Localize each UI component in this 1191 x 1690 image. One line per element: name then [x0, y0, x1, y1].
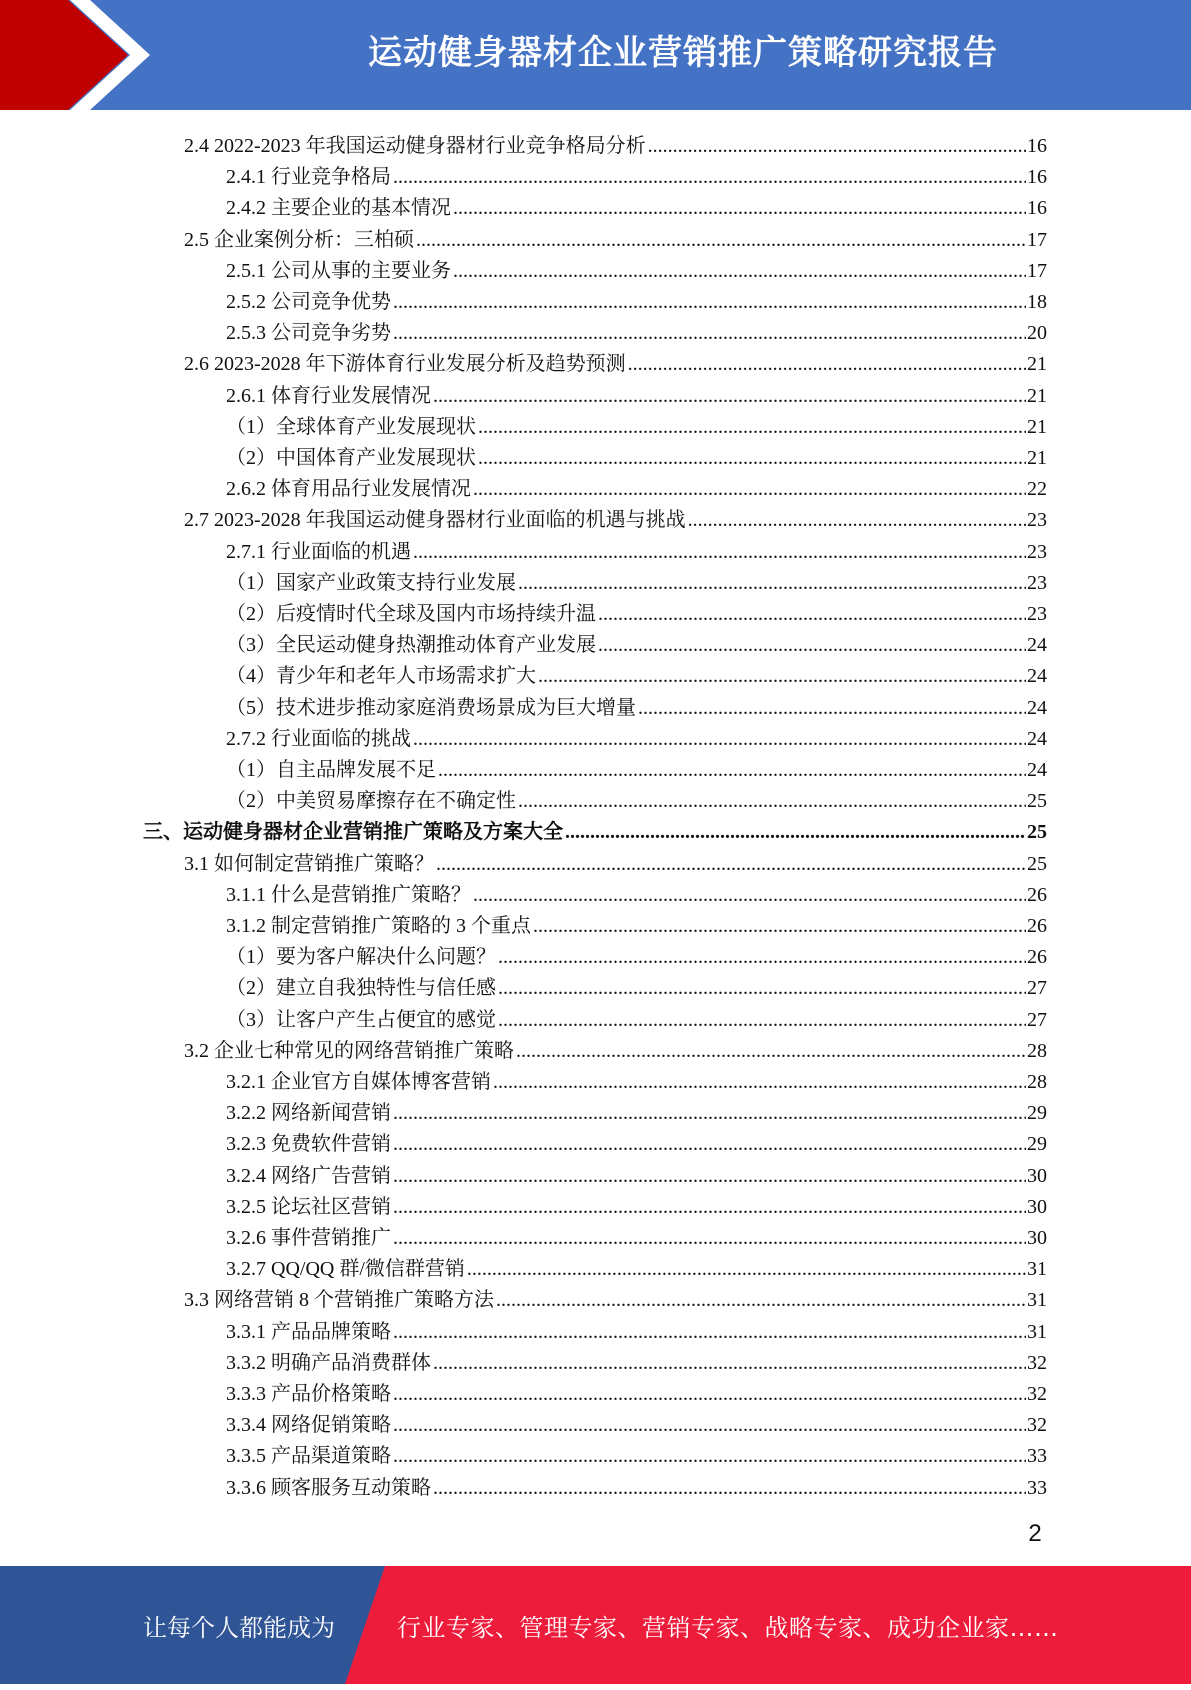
toc-dot-leader [433, 384, 1026, 408]
toc-entry[interactable] [226, 408, 1047, 439]
report-header [0, 0, 1191, 110]
toc-entry-page: 32 [1027, 1383, 1047, 1405]
toc-entry-page: 30 [1027, 1227, 1047, 1249]
toc-entry-title: 3.3 网络营销 8 个营销推广策略方法 [184, 1289, 494, 1312]
toc-dot-leader [393, 1320, 1026, 1344]
toc-entry-page: 24 [1027, 759, 1047, 781]
toc-dot-leader [393, 165, 1026, 189]
toc-entry-title: 2.7.2 行业面临的挑战 [226, 727, 411, 750]
toc-entry-page: 20 [1027, 322, 1047, 345]
toc-dot-leader [436, 852, 1026, 876]
toc-dot-leader [565, 820, 1026, 844]
toc-dot-leader [498, 945, 1026, 969]
toc-entry[interactable] [226, 1406, 1047, 1437]
toc-entry[interactable] [226, 907, 1047, 938]
toc-dot-leader [433, 1351, 1026, 1375]
toc-entry[interactable] [226, 1125, 1047, 1156]
toc-entry[interactable] [226, 782, 1047, 813]
toc-entry-page: 30 [1027, 1164, 1047, 1187]
toc-entry[interactable] [226, 689, 1047, 720]
toc-entry-page: 31 [1027, 1289, 1047, 1312]
toc-entry[interactable] [226, 533, 1047, 564]
toc-dot-leader [438, 758, 1026, 782]
toc-entry-page: 30 [1027, 1195, 1047, 1218]
toc-dot-leader [393, 1444, 1026, 1468]
toc-entry-page: 29 [1027, 1102, 1047, 1125]
toc-entry-page: 21 [1027, 447, 1047, 469]
toc-entry-page: 21 [1027, 384, 1047, 407]
toc-entry[interactable] [226, 1375, 1047, 1406]
toc-entry-title: （1）全球体育产业发展现状 [226, 415, 476, 438]
toc-entry[interactable] [226, 314, 1047, 345]
toc-entry[interactable] [226, 1250, 1047, 1281]
toc-entry-title: 3.3.6 顾客服务互动策略 [226, 1476, 431, 1499]
toc-entry[interactable] [226, 1313, 1047, 1344]
toc-dot-leader [413, 727, 1026, 751]
toc-entry-title: （1）国家产业政策支持行业发展 [226, 571, 516, 594]
toc-entry-title: 2.7.1 行业面临的机遇 [226, 540, 411, 563]
toc-dot-leader [393, 1195, 1026, 1219]
toc-dot-leader [393, 290, 1026, 314]
toc-entry-page: 23 [1027, 603, 1047, 625]
toc-entry-page: 26 [1027, 883, 1047, 906]
red-arrow-decoration [0, 0, 160, 110]
toc-entry-title: （5）技术进步推动家庭消费场景成为巨大增量 [226, 696, 636, 719]
toc-entry-title: 3.3.5 产品渠道策略 [226, 1445, 391, 1468]
toc-dot-leader [538, 664, 1026, 688]
toc-entry-title: 2.6.1 体育行业发展情况 [226, 384, 431, 407]
toc-entry-title: 3.3.1 产品品牌策略 [226, 1320, 391, 1343]
toc-entry-page: 25 [1027, 790, 1047, 813]
toc-entry-page: 31 [1027, 1258, 1047, 1281]
toc-entry-title: 3.2.7 QQ/QQ 群/微信群营销 [226, 1258, 465, 1281]
toc-entry-title: 3.3.3 产品价格策略 [226, 1383, 391, 1405]
toc-entry-title: 3.3.4 网络促销策略 [226, 1414, 391, 1437]
toc-entry[interactable] [226, 720, 1047, 751]
toc-entry[interactable] [226, 876, 1047, 907]
toc-entry-title: （1）自主品牌发展不足 [226, 759, 436, 781]
toc-dot-leader [598, 633, 1026, 657]
toc-entry-page: 16 [1027, 166, 1047, 189]
toc-entry-title: 2.5.1 公司从事的主要业务 [226, 259, 451, 282]
toc-entry-title: （2）后疫情时代全球及国内市场持续升温 [226, 603, 596, 625]
toc-entry[interactable] [226, 439, 1047, 470]
footer-slogan-left: 让每个人都能成为 [143, 1614, 335, 1642]
toc-entry[interactable] [184, 345, 1047, 376]
toc-entry-title: 3.2.5 论坛社区营销 [226, 1195, 391, 1218]
toc-entry[interactable] [184, 501, 1047, 532]
toc-entry-page: 23 [1027, 540, 1047, 563]
toc-entry-page: 26 [1027, 915, 1047, 937]
toc-entry[interactable] [226, 626, 1047, 657]
toc-entry[interactable] [226, 595, 1047, 626]
toc-entry-title: 3.1 如何制定营销推广策略？ [184, 852, 434, 875]
toc-dot-leader [433, 1476, 1026, 1500]
toc-entry[interactable] [226, 470, 1047, 501]
toc-entry-page: 16 [1027, 135, 1047, 157]
footer-slogan-right: 行业专家、管理专家、营销专家、战略专家、成功企业家…… [397, 1614, 1059, 1642]
toc-entry-page: 17 [1027, 228, 1047, 251]
toc-entry-page: 25 [1027, 852, 1047, 875]
toc-entry-title: 3.2.2 网络新闻营销 [226, 1102, 391, 1125]
toc-dot-leader [393, 1413, 1026, 1437]
toc-entry-title: （1）要为客户解决什么问题？ [226, 946, 496, 969]
toc-entry[interactable] [226, 938, 1047, 969]
toc-entry-page: 29 [1027, 1133, 1047, 1156]
toc-entry-page: 24 [1027, 727, 1047, 750]
toc-entry-title: （4）青少年和老年人市场需求扩大 [226, 665, 536, 688]
toc-dot-leader [518, 571, 1026, 595]
toc-entry-page: 23 [1027, 509, 1047, 532]
toc-entry-page: 16 [1027, 197, 1047, 220]
toc-entry-title: 2.4.2 主要企业的基本情况 [226, 197, 451, 220]
toc-entry-page: 24 [1027, 696, 1047, 719]
toc-dot-leader [416, 228, 1026, 252]
report-title: 运动健身器材企业营销推广策略研究报告 [368, 33, 998, 73]
toc-entry[interactable] [226, 751, 1047, 782]
toc-entry-page: 21 [1027, 353, 1047, 376]
toc-entry-page: 24 [1027, 634, 1047, 657]
toc-entry-title: 2.4 2022-2023 年我国运动健身器材行业竞争格局分析 [184, 135, 646, 157]
toc-entry-page: 28 [1027, 1039, 1047, 1062]
toc-dot-leader [453, 196, 1026, 220]
toc-dot-leader [518, 789, 1026, 813]
toc-dot-leader [478, 446, 1026, 470]
toc-dot-leader [453, 259, 1026, 283]
toc-dot-leader [393, 1226, 1026, 1250]
toc-entry-page: 33 [1027, 1476, 1047, 1499]
toc-entry[interactable] [226, 1344, 1047, 1375]
toc-entry-title: 2.5 企业案例分析：三柏硕 [184, 228, 414, 251]
toc-entry-title: 3.2.3 免费软件营销 [226, 1133, 391, 1156]
toc-entry-title: （2）建立自我独特性与信任感 [226, 977, 496, 1000]
toc-entry[interactable] [143, 813, 1047, 844]
toc-entry[interactable] [226, 252, 1047, 283]
toc-entry-title: 3.2.6 事件营销推广 [226, 1227, 391, 1249]
toc-entry-title: 3.3.2 明确产品消费群体 [226, 1351, 431, 1374]
toc-entry-page: 25 [1027, 821, 1047, 844]
toc-dot-leader [393, 1132, 1026, 1156]
toc-entry-title: 三、运动健身器材企业营销推广策略及方案大全 [143, 821, 563, 844]
toc-entry-page: 17 [1027, 259, 1047, 282]
toc-entry-page: 18 [1027, 291, 1047, 313]
toc-dot-leader [393, 1382, 1026, 1406]
toc-dot-leader [516, 1039, 1026, 1063]
toc-entry-title: 2.6 2023-2028 年下游体育行业发展分析及趋势预测 [184, 353, 626, 376]
toc-entry[interactable] [226, 969, 1047, 1000]
toc-entry[interactable] [226, 1063, 1047, 1094]
toc-dot-leader [628, 352, 1026, 376]
toc-dot-leader [496, 1288, 1026, 1312]
toc-dot-leader [393, 1101, 1026, 1125]
toc-dot-leader [478, 415, 1026, 439]
toc-entry-title: 3.2 企业七种常见的网络营销推广策略 [184, 1039, 514, 1062]
toc-entry-page: 27 [1027, 1008, 1047, 1031]
toc-entry-page: 22 [1027, 478, 1047, 501]
toc-dot-leader [498, 1008, 1026, 1032]
toc-dot-leader [467, 1257, 1026, 1281]
toc-entry-title: 2.7 2023-2028 年我国运动健身器材行业面临的机遇与挑战 [184, 509, 686, 532]
toc-dot-leader [393, 321, 1026, 345]
toc-entry-page: 23 [1027, 571, 1047, 594]
toc-entry-title: 2.6.2 体育用品行业发展情况 [226, 478, 471, 501]
toc-dot-leader [498, 976, 1026, 1000]
toc-entry[interactable] [226, 1437, 1047, 1468]
toc-entry-page: 32 [1027, 1351, 1047, 1374]
toc-entry[interactable] [226, 377, 1047, 408]
toc-dot-leader [688, 508, 1026, 532]
toc-entry-page: 33 [1027, 1445, 1047, 1468]
toc-entry-title: （3）让客户产生占便宜的感觉 [226, 1008, 496, 1031]
toc-entry-page: 32 [1027, 1414, 1047, 1437]
toc-dot-leader [598, 602, 1026, 626]
toc-entry-title: （2）中国体育产业发展现状 [226, 447, 476, 469]
toc-dot-leader [638, 696, 1026, 720]
toc-entry[interactable] [226, 189, 1047, 220]
toc-entry[interactable] [226, 1157, 1047, 1188]
toc-dot-leader [473, 477, 1026, 501]
toc-entry[interactable] [184, 127, 1047, 158]
toc-entry[interactable] [184, 221, 1047, 252]
toc-entry-title: 3.2.1 企业官方自媒体博客营销 [226, 1071, 491, 1093]
toc-dot-leader [493, 1070, 1026, 1094]
toc-entry-title: 3.1.1 什么是营销推广策略？ [226, 883, 471, 906]
toc-entry-page: 31 [1027, 1320, 1047, 1343]
toc-entry-title: 2.5.3 公司竞争劣势 [226, 322, 391, 345]
toc-dot-leader [393, 1164, 1026, 1188]
toc-entry-title: 2.4.1 行业竞争格局 [226, 166, 391, 189]
toc-entry-page: 28 [1027, 1071, 1047, 1093]
toc-entry-title: 3.1.2 制定营销推广策略的 3 个重点 [226, 915, 531, 937]
toc-dot-leader [473, 883, 1026, 907]
toc-entry-page: 24 [1027, 665, 1047, 688]
toc-dot-leader [533, 914, 1026, 938]
toc-entry-page: 27 [1027, 977, 1047, 1000]
toc-entry[interactable] [226, 283, 1047, 314]
toc-entry[interactable] [226, 657, 1047, 688]
toc-entry[interactable] [226, 1469, 1047, 1500]
toc-entry[interactable] [226, 1219, 1047, 1250]
toc-entry-title: 2.5.2 公司竞争优势 [226, 291, 391, 313]
toc-entry-title: 3.2.4 网络广告营销 [226, 1164, 391, 1187]
toc-entry[interactable] [184, 1032, 1047, 1063]
toc-entry[interactable] [184, 1281, 1047, 1312]
toc-entry[interactable] [226, 1188, 1047, 1219]
toc-entry-title: （2）中美贸易摩擦存在不确定性 [226, 790, 516, 813]
toc-entry[interactable] [226, 158, 1047, 189]
toc-dot-leader [648, 134, 1026, 158]
toc-entry[interactable] [226, 1001, 1047, 1032]
toc-entry[interactable] [226, 564, 1047, 595]
toc-entry-page: 21 [1027, 415, 1047, 438]
toc-entry-title: （3）全民运动健身热潮推动体育产业发展 [226, 634, 596, 657]
toc-entry-page: 26 [1027, 946, 1047, 969]
footer-banner [0, 1566, 1191, 1684]
page-number: 2 [1028, 1520, 1042, 1547]
toc-entry[interactable] [226, 1094, 1047, 1125]
toc-dot-leader [413, 540, 1026, 564]
toc-entry[interactable] [184, 845, 1047, 876]
